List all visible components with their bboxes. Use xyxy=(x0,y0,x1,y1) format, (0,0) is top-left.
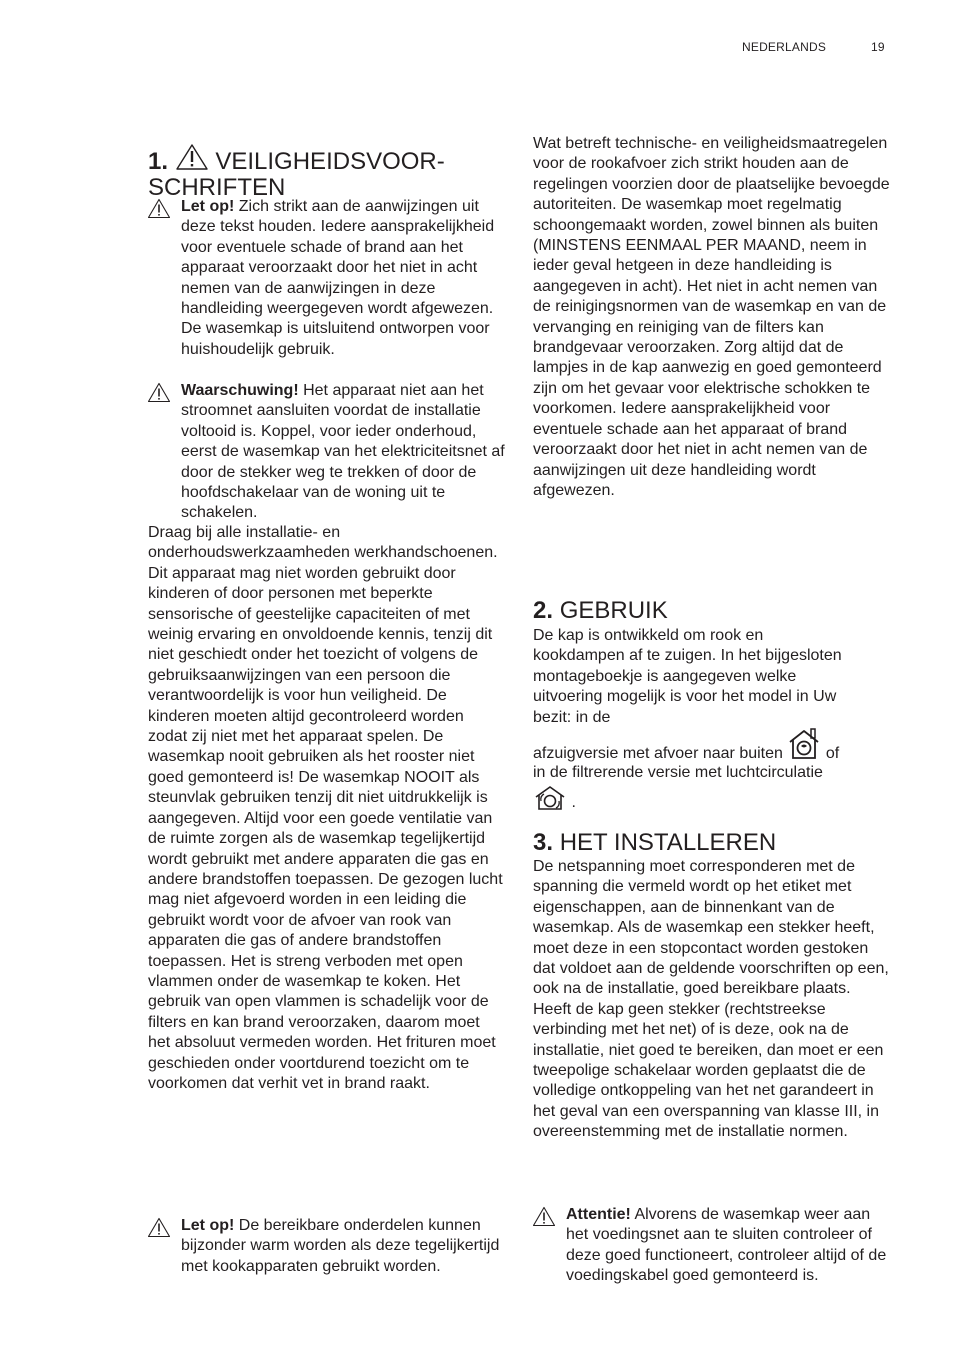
warning-triangle-icon xyxy=(532,1206,556,1227)
section2-text: De kap is ontwikkeld om rook en kookdampen af te zuigen. In het bijgesloten montageboekje is aangegeven welke uitvoering mogelijk is voor het model in Uw bezit: in de xyxy=(533,627,842,726)
warning-label: Attentie! xyxy=(566,1206,631,1223)
section1-heading xyxy=(148,143,508,201)
section1-title-line1: VEILIGHEIDSVOOR- xyxy=(215,148,445,175)
warning-text: De bereikbare onderdelen kunnen bijzonder warm worden als deze tegelijkertijd met kookapparaten gebruikt worden. xyxy=(181,1217,500,1275)
section2-heading xyxy=(533,598,668,624)
warning-triangle-icon xyxy=(147,198,171,219)
warning-block-let-op xyxy=(148,197,506,360)
warning-label: Let op! xyxy=(181,1217,235,1234)
warning-label: Waarschuwing! xyxy=(181,382,299,399)
section2-title: GEBRUIK xyxy=(559,597,668,624)
section2-period: . xyxy=(571,794,576,811)
section3-heading xyxy=(533,830,776,856)
warning-text: Het apparaat niet aan het stroomnet aansluiten voordat de installatie voltooid is. Koppel, voor ieder onderhoud, eerst de wasemkap van het elektriciteitsnet af door de stekker weg te trekken of door de hoofdschakelaar van de woning uit te schakelen. xyxy=(181,382,505,522)
warning-block-let-op-2 xyxy=(148,1216,506,1277)
header-language: NEDERLANDS xyxy=(742,40,827,54)
section2-recirculation-line xyxy=(533,785,613,813)
section3-body: De netspanning moet corresponderen met de spanning die vermeld wordt op het etiket met eigenschappen, aan de binnenkant van de wasemkap. Als de wasemkap een stekker heeft, moet deze in een stopcontact worden gestoken dat voldoet aan de geldende voorschriften op een, ook na de installatie, goed bereikbare plaats. Heeft de kap geen stekker (rechtstreekse verbinding met het net) of is deze, ook na de installatie, niet goed te bereiken, dan moet er een tweepolige schakelaar worden geplaatst die de volledige ontkoppeling van het net garandeert in het geval van een overspanning van klasse III, in overeenstemming met de installatie normen. xyxy=(533,858,889,1141)
warning-label: Let op! xyxy=(181,198,235,215)
section1-title-line2: SCHRIFTEN xyxy=(148,174,286,201)
page-number: 19 xyxy=(871,40,885,54)
section1-number: 1. xyxy=(148,148,169,175)
warning-triangle-icon xyxy=(175,143,209,171)
warning-block-attentie xyxy=(533,1205,896,1287)
right-intro-text: Wat betreft technische- en veiligheidsmaatregelen voor de rookafvoer zich strikt houden aan de regelingen voorzien door de plaatselijke bevoegde autoriteiten. De wasemkap moet regelmatig schoongemaakt worden, zowel binnen als buiten (MINSTENS EENMAAL PER MAAND, neem in ieder geval hetgeen in deze handleiding is aangegeven in acht). Het niet in acht nemen van de reinigingsnormen van de wasemkap en van de vervanging en reiniging van de filters kan brandgevaar veroorzaken. Zorg altijd dat de lampjes in de kap aanwezig en goed gemonteerd zijn om het gevaar voor elektrische schokken te voorkomen. Iedere aansprakelijkheid voor eventuele schade aan het apparaat of brand veroorzaakt door het niet in acht nemen van de aanwijzingen uit deze handleiding wordt afgewezen. xyxy=(533,135,890,499)
section3-number: 3. xyxy=(533,829,554,856)
recirculation-house-icon xyxy=(533,785,567,811)
warning-block-waarschuwing xyxy=(148,381,506,524)
section2-extraction-text: afzuigversie met afvoer naar buiten xyxy=(533,745,783,762)
warning-text: Alvorens de wasemkap weer aan het voedingsnet aan te sluiten controleer of deze goed functioneert, controleer altijd of de voedingskabel goed gemonteerd is. xyxy=(566,1206,887,1285)
warning-triangle-icon xyxy=(147,382,171,403)
section2-or-text: of xyxy=(825,745,840,762)
warning-text: Zich strikt aan de aanwijzingen uit deze tekst houden. Iedere aansprakelijkheid voor eventuele schade of brand aan het apparaat veroorzaakt door het niet in acht nemen van de aanwijzingen in deze handleiding weergegeven wordt afgewezen. De wasemkap is uitsluitend ontworpen voor huishoudelijk gebruik. xyxy=(181,198,495,358)
section2-filter-text: in de filtrerende versie met luchtcirculatie xyxy=(533,764,823,781)
section2-number: 2. xyxy=(533,597,554,624)
section2-extraction-line xyxy=(533,728,893,764)
warning-triangle-icon xyxy=(147,1217,171,1238)
section3-title: HET INSTALLEREN xyxy=(559,829,777,856)
extraction-house-icon xyxy=(787,728,821,760)
section1-body: Draag bij alle installatie- en onderhoudswerkzaamheden werkhandschoenen. Dit apparaat mag niet worden gebruikt door kinderen of door personen met beperkte sensorische of geestelijke capaciteiten of met weinig ervaring en onvoldoende kennis, tenzij dit niet geschiedt onder het toezicht of volgens de gebruiksaanwijzingen van een persoon die verantwoordelijk is voor hun veiligheid. De kinderen moeten altijd gecontroleerd worden zodat zij niet met het apparaat spelen. De wasemkap nooit gebruiken als het rooster niet goed gemonteerd is! De wasemkap NOOIT als steunvlak gebruiken tenzij dit niet uitdrukkelijk is aangegeven. Altijd voor een goede ventilatie van de ruimte zorgen als de wasemkap tegelijkertijd wordt gebruikt met andere apparaten die gas en andere brandstoffen toepassen. De gezogen lucht mag niet afgevoerd worden in een leiding die gebruikt wordt voor de afvoer van rook van apparaten die gas of andere brandstoffen toepassen. Het is streng verboden met open vlammen onder de wasemkap te koken. Het gebruik van open vlammen is schadelijk voor de filters en kan brand veroorzaken, daarom moet het absoluut vermeden worden. Het frituren moet geschieden onder voortdurend toezicht om te voorkomen dat verhit vet in brand raakt. xyxy=(148,524,503,1092)
